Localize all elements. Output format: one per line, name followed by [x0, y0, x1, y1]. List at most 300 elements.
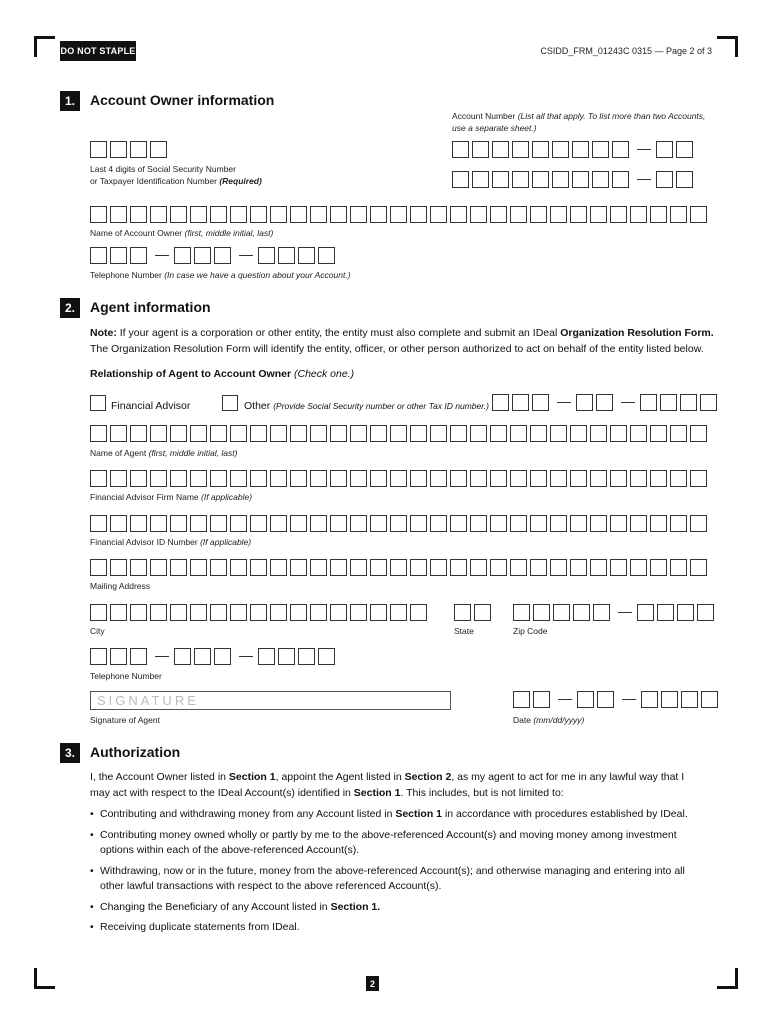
list-item: • Contributing money owned wholly or partly by me to the above-referenced Account(s) and moving money among investment options within each of the above-referenced Account(s).	[90, 828, 710, 859]
character-box[interactable]	[552, 141, 569, 158]
character-box[interactable]	[474, 604, 491, 621]
character-box[interactable]	[701, 691, 718, 708]
character-box[interactable]	[250, 515, 267, 532]
character-box[interactable]	[472, 141, 489, 158]
character-box[interactable]	[570, 470, 587, 487]
character-box[interactable]	[570, 515, 587, 532]
character-box[interactable]	[472, 171, 489, 188]
character-box[interactable]	[110, 515, 127, 532]
separator-dash	[637, 149, 651, 150]
character-box[interactable]	[450, 425, 467, 442]
character-box[interactable]	[640, 394, 657, 411]
character-box[interactable]	[450, 206, 467, 223]
character-box[interactable]	[270, 604, 287, 621]
character-box[interactable]	[610, 559, 627, 576]
section-3-title: Authorization	[90, 744, 181, 760]
character-box[interactable]	[470, 206, 487, 223]
character-box[interactable]	[90, 470, 107, 487]
character-box[interactable]	[290, 515, 307, 532]
agent-name-field[interactable]	[90, 425, 710, 442]
character-box[interactable]	[270, 425, 287, 442]
character-box[interactable]	[572, 141, 589, 158]
character-box[interactable]	[194, 247, 211, 264]
character-box[interactable]	[174, 247, 191, 264]
character-box[interactable]	[390, 515, 407, 532]
character-box[interactable]	[210, 604, 227, 621]
character-box[interactable]	[610, 425, 627, 442]
character-box[interactable]	[676, 171, 693, 188]
character-box[interactable]	[110, 470, 127, 487]
character-box[interactable]	[370, 470, 387, 487]
character-box[interactable]	[290, 559, 307, 576]
character-box[interactable]	[690, 470, 707, 487]
character-box[interactable]	[170, 559, 187, 576]
character-box[interactable]	[570, 425, 587, 442]
character-box[interactable]	[298, 247, 315, 264]
character-box[interactable]	[90, 648, 107, 665]
ssn-last4-field[interactable]	[90, 141, 170, 158]
character-box[interactable]	[650, 206, 667, 223]
character-box[interactable]	[530, 515, 547, 532]
character-box[interactable]	[470, 425, 487, 442]
other-tax-id-field[interactable]	[492, 394, 720, 411]
section-2-title: Agent information	[90, 299, 211, 315]
character-box[interactable]	[270, 515, 287, 532]
character-box[interactable]	[630, 559, 647, 576]
character-box[interactable]	[150, 515, 167, 532]
character-box[interactable]	[290, 425, 307, 442]
character-box[interactable]	[661, 691, 678, 708]
character-box[interactable]	[370, 425, 387, 442]
character-box[interactable]	[513, 691, 530, 708]
character-box[interactable]	[90, 515, 107, 532]
character-box[interactable]	[470, 515, 487, 532]
character-box[interactable]	[230, 206, 247, 223]
character-box[interactable]	[533, 604, 550, 621]
character-box[interactable]	[310, 206, 327, 223]
character-box[interactable]	[573, 604, 590, 621]
character-box[interactable]	[90, 425, 107, 442]
character-box[interactable]	[250, 559, 267, 576]
advisor-id-field[interactable]	[90, 515, 710, 532]
character-box[interactable]	[512, 141, 529, 158]
city-label: City	[90, 626, 105, 636]
character-box[interactable]	[450, 559, 467, 576]
character-box[interactable]	[214, 247, 231, 264]
character-box[interactable]	[532, 141, 549, 158]
character-box[interactable]	[90, 141, 107, 158]
character-box[interactable]	[90, 559, 107, 576]
character-box[interactable]	[350, 425, 367, 442]
character-box[interactable]	[370, 206, 387, 223]
character-box[interactable]	[250, 206, 267, 223]
separator-dash	[239, 656, 253, 657]
character-box[interactable]	[150, 559, 167, 576]
character-box[interactable]	[370, 604, 387, 621]
character-box[interactable]	[550, 425, 567, 442]
character-box[interactable]	[510, 515, 527, 532]
character-box[interactable]	[194, 648, 211, 665]
character-box[interactable]	[110, 247, 127, 264]
firm-name-label: Financial Advisor Firm Name (If applicable)	[90, 492, 253, 502]
character-box[interactable]	[650, 559, 667, 576]
agent-telephone-field[interactable]	[90, 648, 338, 665]
character-box[interactable]	[550, 515, 567, 532]
character-box[interactable]	[210, 515, 227, 532]
character-box[interactable]	[510, 470, 527, 487]
character-box[interactable]	[656, 171, 673, 188]
character-box[interactable]	[490, 559, 507, 576]
character-box[interactable]	[230, 559, 247, 576]
character-box[interactable]	[590, 515, 607, 532]
character-box[interactable]	[410, 559, 427, 576]
character-box[interactable]	[550, 206, 567, 223]
character-box[interactable]	[660, 394, 677, 411]
character-box[interactable]	[670, 425, 687, 442]
separator-dash	[558, 699, 572, 700]
character-box[interactable]	[670, 206, 687, 223]
character-box[interactable]	[270, 559, 287, 576]
character-box[interactable]	[590, 206, 607, 223]
character-box[interactable]	[278, 247, 295, 264]
separator-dash	[155, 656, 169, 657]
character-box[interactable]	[270, 206, 287, 223]
character-box[interactable]	[592, 141, 609, 158]
mailing-address-label: Mailing Address	[90, 581, 151, 591]
character-box[interactable]	[110, 604, 127, 621]
character-box[interactable]	[676, 141, 693, 158]
character-box[interactable]	[670, 559, 687, 576]
character-box[interactable]	[512, 171, 529, 188]
character-box[interactable]	[492, 171, 509, 188]
owner-telephone-label: Telephone Number (In case we have a question about your Account.)	[90, 270, 351, 280]
owner-telephone-field[interactable]	[90, 247, 338, 264]
character-box[interactable]	[130, 559, 147, 576]
section-1-title: Account Owner information	[90, 92, 275, 108]
character-box[interactable]	[530, 559, 547, 576]
character-box[interactable]	[510, 206, 527, 223]
character-box[interactable]	[552, 171, 569, 188]
character-box[interactable]	[350, 604, 367, 621]
character-box[interactable]	[230, 604, 247, 621]
character-box[interactable]	[310, 425, 327, 442]
character-box[interactable]	[570, 559, 587, 576]
character-box[interactable]	[410, 425, 427, 442]
character-box[interactable]	[700, 394, 717, 411]
character-box[interactable]	[110, 425, 127, 442]
character-box[interactable]	[90, 247, 107, 264]
character-box[interactable]	[370, 515, 387, 532]
character-box[interactable]	[130, 206, 147, 223]
character-box[interactable]	[410, 470, 427, 487]
character-box[interactable]	[410, 604, 427, 621]
separator-dash	[618, 612, 632, 613]
city-field[interactable]	[90, 604, 430, 621]
character-box[interactable]	[513, 604, 530, 621]
character-box[interactable]	[370, 559, 387, 576]
character-box[interactable]	[210, 470, 227, 487]
character-box[interactable]	[290, 206, 307, 223]
character-box[interactable]	[690, 425, 707, 442]
character-box[interactable]	[681, 691, 698, 708]
character-box[interactable]	[512, 394, 529, 411]
character-box[interactable]	[390, 470, 407, 487]
character-box[interactable]	[298, 648, 315, 665]
character-box[interactable]	[590, 470, 607, 487]
character-box[interactable]	[350, 559, 367, 576]
character-box[interactable]	[430, 206, 447, 223]
character-box[interactable]	[150, 470, 167, 487]
separator-dash	[637, 179, 651, 180]
character-box[interactable]	[656, 141, 673, 158]
character-box[interactable]	[452, 141, 469, 158]
character-box[interactable]	[650, 470, 667, 487]
owner-name-field[interactable]	[90, 206, 710, 223]
character-box[interactable]	[330, 559, 347, 576]
character-box[interactable]	[170, 515, 187, 532]
character-box[interactable]	[570, 206, 587, 223]
zip-code-label: Zip Code	[513, 626, 548, 636]
character-box[interactable]	[630, 425, 647, 442]
mailing-address-field[interactable]	[90, 559, 710, 576]
character-box[interactable]	[650, 515, 667, 532]
character-box[interactable]	[490, 470, 507, 487]
character-box[interactable]	[490, 515, 507, 532]
character-box[interactable]	[90, 206, 107, 223]
separator-dash	[622, 699, 636, 700]
crop-mark-bottom-left	[34, 968, 55, 989]
section-2-number: 2.	[60, 298, 80, 318]
character-box[interactable]	[657, 604, 674, 621]
character-box[interactable]	[250, 604, 267, 621]
character-box[interactable]	[110, 559, 127, 576]
character-box[interactable]	[330, 604, 347, 621]
character-box[interactable]	[190, 470, 207, 487]
financial-advisor-checkbox[interactable]	[90, 395, 106, 411]
separator-dash	[155, 255, 169, 256]
character-box[interactable]	[630, 206, 647, 223]
character-box[interactable]	[110, 206, 127, 223]
character-box[interactable]	[390, 604, 407, 621]
character-box[interactable]	[410, 206, 427, 223]
character-box[interactable]	[130, 515, 147, 532]
character-box[interactable]	[492, 394, 509, 411]
authorization-intro: I, the Account Owner listed in Section 1, appoint the Agent listed in Section 2, as my agent to act for me in any lawful way that I may act with respect to the IDeal Account(s) identified in Section 1. This includes, but is not limited to:	[90, 771, 685, 799]
character-box[interactable]	[641, 691, 658, 708]
character-box[interactable]	[532, 171, 549, 188]
character-box[interactable]	[610, 206, 627, 223]
character-box[interactable]	[214, 648, 231, 665]
account-number-2-field[interactable]	[452, 171, 696, 188]
character-box[interactable]	[210, 206, 227, 223]
separator-dash	[621, 402, 635, 403]
character-box[interactable]	[470, 559, 487, 576]
date-field[interactable]	[513, 691, 721, 708]
character-box[interactable]	[130, 648, 147, 665]
character-box[interactable]	[318, 247, 335, 264]
separator-dash	[557, 402, 571, 403]
character-box[interactable]	[577, 691, 594, 708]
character-box[interactable]	[590, 559, 607, 576]
section-3-number: 3.	[60, 743, 80, 763]
character-box[interactable]	[510, 559, 527, 576]
character-box[interactable]	[390, 206, 407, 223]
signature-label: Signature of Agent	[90, 715, 160, 725]
character-box[interactable]	[130, 604, 147, 621]
character-box[interactable]	[170, 425, 187, 442]
character-box[interactable]	[430, 470, 447, 487]
character-box[interactable]	[572, 171, 589, 188]
character-box[interactable]	[278, 648, 295, 665]
character-box[interactable]	[490, 206, 507, 223]
character-box[interactable]	[550, 559, 567, 576]
character-box[interactable]	[430, 515, 447, 532]
character-box[interactable]	[210, 559, 227, 576]
character-box[interactable]	[680, 394, 697, 411]
character-box[interactable]	[210, 425, 227, 442]
character-box[interactable]	[350, 206, 367, 223]
character-box[interactable]	[533, 691, 550, 708]
character-box[interactable]	[190, 425, 207, 442]
character-box[interactable]	[130, 141, 147, 158]
character-box[interactable]	[490, 425, 507, 442]
character-box[interactable]	[130, 470, 147, 487]
character-box[interactable]	[230, 515, 247, 532]
character-box[interactable]	[90, 604, 107, 621]
character-box[interactable]	[677, 604, 694, 621]
character-box[interactable]	[630, 515, 647, 532]
character-box[interactable]	[492, 141, 509, 158]
character-box[interactable]	[230, 470, 247, 487]
character-box[interactable]	[597, 691, 614, 708]
character-box[interactable]	[590, 425, 607, 442]
character-box[interactable]	[454, 604, 471, 621]
character-box[interactable]	[596, 394, 613, 411]
character-box[interactable]	[190, 604, 207, 621]
character-box[interactable]	[110, 648, 127, 665]
other-checkbox[interactable]	[222, 395, 238, 411]
character-box[interactable]	[430, 559, 447, 576]
list-item: • Receiving duplicate statements from IDeal.	[90, 920, 710, 936]
character-box[interactable]	[258, 247, 275, 264]
character-box[interactable]	[690, 559, 707, 576]
character-box[interactable]	[170, 604, 187, 621]
character-box[interactable]	[258, 648, 275, 665]
character-box[interactable]	[330, 515, 347, 532]
character-box[interactable]	[150, 425, 167, 442]
firm-name-field[interactable]	[90, 470, 710, 487]
crop-mark-top-left	[34, 36, 55, 57]
character-box[interactable]	[450, 515, 467, 532]
character-box[interactable]	[390, 425, 407, 442]
character-box[interactable]	[612, 141, 629, 158]
character-box[interactable]	[390, 559, 407, 576]
character-box[interactable]	[530, 470, 547, 487]
ssn-label: Last 4 digits of Social Security Number or Taxpayer Identification Number (Required)	[90, 164, 262, 186]
character-box[interactable]	[270, 470, 287, 487]
character-box[interactable]	[310, 470, 327, 487]
agent-name-label: Name of Agent (first, middle initial, last)	[90, 448, 238, 458]
character-box[interactable]	[190, 515, 207, 532]
character-box[interactable]	[290, 604, 307, 621]
character-box[interactable]	[330, 425, 347, 442]
financial-advisor-label: Financial Advisor	[111, 400, 191, 412]
account-number-1-field[interactable]	[452, 141, 696, 158]
character-box[interactable]	[250, 425, 267, 442]
character-box[interactable]	[410, 515, 427, 532]
character-box[interactable]	[318, 648, 335, 665]
character-box[interactable]	[530, 425, 547, 442]
character-box[interactable]	[592, 171, 609, 188]
character-box[interactable]	[150, 206, 167, 223]
form-id: CSIDD_FRM_01243C 0315 — Page 2 of 3	[540, 46, 712, 56]
character-box[interactable]	[593, 604, 610, 621]
character-box[interactable]	[532, 394, 549, 411]
character-box[interactable]	[110, 141, 127, 158]
character-box[interactable]	[690, 515, 707, 532]
character-box[interactable]	[350, 515, 367, 532]
character-box[interactable]	[670, 515, 687, 532]
character-box[interactable]	[670, 470, 687, 487]
character-box[interactable]	[530, 206, 547, 223]
character-box[interactable]	[690, 206, 707, 223]
character-box[interactable]	[330, 470, 347, 487]
character-box[interactable]	[310, 515, 327, 532]
character-box[interactable]	[470, 470, 487, 487]
state-label: State	[454, 626, 474, 636]
character-box[interactable]	[150, 604, 167, 621]
date-label: Date (mm/dd/yyyy)	[513, 715, 585, 725]
character-box[interactable]	[130, 247, 147, 264]
character-box[interactable]	[510, 425, 527, 442]
character-box[interactable]	[310, 604, 327, 621]
character-box[interactable]	[230, 425, 247, 442]
character-box[interactable]	[576, 394, 593, 411]
character-box[interactable]	[150, 141, 167, 158]
other-label: Other (Provide Social Security number or other Tax ID number.)	[244, 400, 489, 412]
character-box[interactable]	[612, 171, 629, 188]
authorization-list	[90, 807, 710, 941]
character-box[interactable]	[630, 470, 647, 487]
character-box[interactable]	[250, 470, 267, 487]
agent-telephone-label: Telephone Number	[90, 671, 162, 681]
character-box[interactable]	[350, 470, 367, 487]
character-box[interactable]	[450, 470, 467, 487]
character-box[interactable]	[130, 425, 147, 442]
character-box[interactable]	[290, 470, 307, 487]
character-box[interactable]	[430, 425, 447, 442]
character-box[interactable]	[330, 206, 347, 223]
character-box[interactable]	[610, 470, 627, 487]
character-box[interactable]	[553, 604, 570, 621]
zip-code-field[interactable]	[513, 604, 717, 621]
signature-field[interactable]: SIGNATURE	[90, 691, 451, 710]
character-box[interactable]	[310, 559, 327, 576]
character-box[interactable]	[170, 470, 187, 487]
character-box[interactable]	[697, 604, 714, 621]
character-box[interactable]	[190, 206, 207, 223]
character-box[interactable]	[190, 559, 207, 576]
character-box[interactable]	[452, 171, 469, 188]
character-box[interactable]	[637, 604, 654, 621]
character-box[interactable]	[170, 206, 187, 223]
character-box[interactable]	[174, 648, 191, 665]
character-box[interactable]	[650, 425, 667, 442]
page-number: 2	[366, 976, 379, 991]
character-box[interactable]	[610, 515, 627, 532]
character-box[interactable]	[550, 470, 567, 487]
state-field[interactable]	[454, 604, 494, 621]
